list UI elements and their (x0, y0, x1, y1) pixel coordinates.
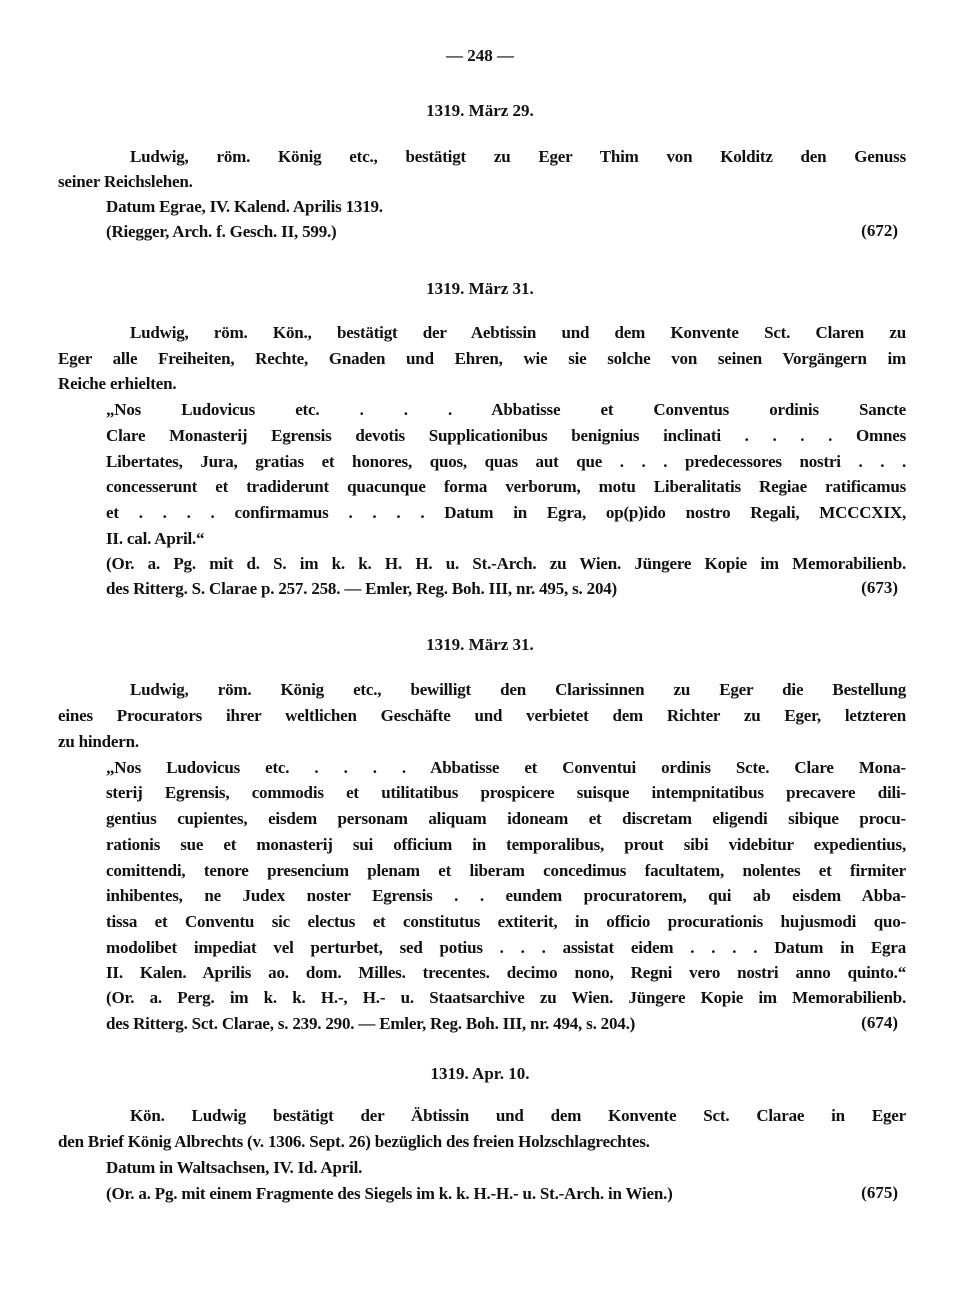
entry-source: (Riegger, Arch. f. Gesch. II, 599.) (106, 222, 337, 241)
entry-text-line: eines Procurators ihrer weltlichen Geschäfte und verbietet dem Richter zu Eger, letzteren (58, 706, 906, 725)
entry-text-line: Ludwig, röm. König etc., bewilligt den Clarissinnen zu Eger die Bestellung (130, 680, 906, 699)
entry-text-line: Reiche erhielten. (58, 374, 177, 393)
entry-date: 1319. März 31. (426, 279, 534, 298)
entry-number: (675) (861, 1183, 898, 1202)
entry-text-line: „Nos Ludovicus etc. . . . Abbatisse et Conventus ordinis Sancte (106, 400, 906, 419)
entry-text-line: Ludwig, röm. König etc., bestätigt zu Eger Thim von Kolditz den Genuss (130, 147, 906, 166)
entry-text-line: Datum Egrae, IV. Kalend. Aprilis 1319. (106, 197, 383, 216)
entry-date: 1319. März 29. (426, 101, 534, 120)
entry-source: (Or. a. Pg. mit d. S. im k. k. H. H. u. St.-Arch. zu Wien. Jüngere Kopie im Memorabilienb. (106, 554, 906, 573)
entry-text-line: den Brief König Albrechts (v. 1306. Sept. 26) bezüglich des freien Holzschlagrechtes. (58, 1132, 650, 1151)
entry-text-line: tissa et Conventu sic electus et constitutus extiterit, in officio procurationis hujusmodi quo- (106, 912, 906, 931)
entry-text-line: zu hindern. (58, 732, 139, 751)
entry-text-line: rationis sue et monasterij sui officium in temporalibus, prout sibi videbitur expedientius, (106, 835, 906, 854)
entry-date: 1319. März 31. (426, 635, 534, 654)
entry-source: des Ritterg. S. Clarae p. 257. 258. — Emler, Reg. Boh. III, nr. 495, s. 204) (106, 579, 618, 598)
entry-date: 1319. Apr. 10. (430, 1064, 530, 1083)
entry-text-line: Libertates, Jura, gratias et honores, quos, quas aut que . . . predecessores nostri . . . (106, 452, 906, 471)
entry-text-line: Datum in Waltsachsen, IV. Id. April. (106, 1158, 363, 1177)
entry-text-line: sterij Egrensis, commodis et utilitatibus prospicere suisque intempnitatibus precavere dili- (106, 783, 906, 802)
entry-number: (673) (861, 578, 898, 597)
entry-text-line: modolibet impediat vel perturbet, sed potius . . . assistat eidem . . . . Datum in Egra (106, 938, 906, 957)
entry-text-line: Eger alle Freiheiten, Rechte, Gnaden und Ehren, wie sie solche von seinen Vorgängern im (58, 349, 906, 368)
entry-text-line: II. Kalen. Aprilis ao. dom. Milles. trecentes. decimo nono, Regni vero nostri anno quinto.“ (106, 963, 906, 982)
entry-text-line: Kön. Ludwig bestätigt der Äbtissin und dem Konvente Sct. Clarae in Eger (130, 1106, 906, 1125)
entry-source: (Or. a. Pg. mit einem Fragmente des Siegels im k. k. H.-H.- u. St.-Arch. in Wien.) (106, 1184, 673, 1203)
entry-text-line: seiner Reichslehen. (58, 172, 193, 191)
entry-text-line: Clare Monasterij Egrensis devotis Supplicationibus benignius inclinati . . . . Omnes (106, 426, 906, 445)
entry-number: (674) (861, 1013, 898, 1032)
entry-text-line: Ludwig, röm. Kön., bestätigt der Aebtissin und dem Konvente Sct. Claren zu (130, 323, 906, 342)
entry-text-line: et . . . . confirmamus . . . . Datum in Egra, op(p)ido nostro Regali, MCCCXIX, (106, 503, 906, 522)
entry-text-line: gentius cupientes, eisdem personam aliquam idoneam et discretam eligendi sibique procu- (106, 809, 906, 828)
entry-text-line: „Nos Ludovicus etc. . . . . Abbatisse et Conventui ordinis Scte. Clare Mona- (106, 758, 906, 777)
entry-source: (Or. a. Perg. im k. k. H.-, H.- u. Staatsarchive zu Wien. Jüngere Kopie im Memorabilienb. (106, 988, 906, 1007)
entry-text-line: comittendi, tenore presencium plenam et liberam concedimus facultatem, nolentes et firmiter (106, 861, 906, 880)
entry-text-line: concesserunt et tradiderunt quacunque forma verborum, motu Liberalitatis Regiae ratificamus (106, 477, 906, 496)
entry-text-line: inhibentes, ne Judex noster Egrensis . . eundem procuratorem, qui ab eisdem Abba- (106, 886, 906, 905)
page-number: — 248 — (446, 46, 514, 65)
entry-text-line: II. cal. April.“ (106, 529, 205, 548)
entry-number: (672) (861, 221, 898, 240)
entry-source: des Ritterg. Sct. Clarae, s. 239. 290. — Emler, Reg. Boh. III, nr. 494, s. 204.) (106, 1014, 636, 1033)
